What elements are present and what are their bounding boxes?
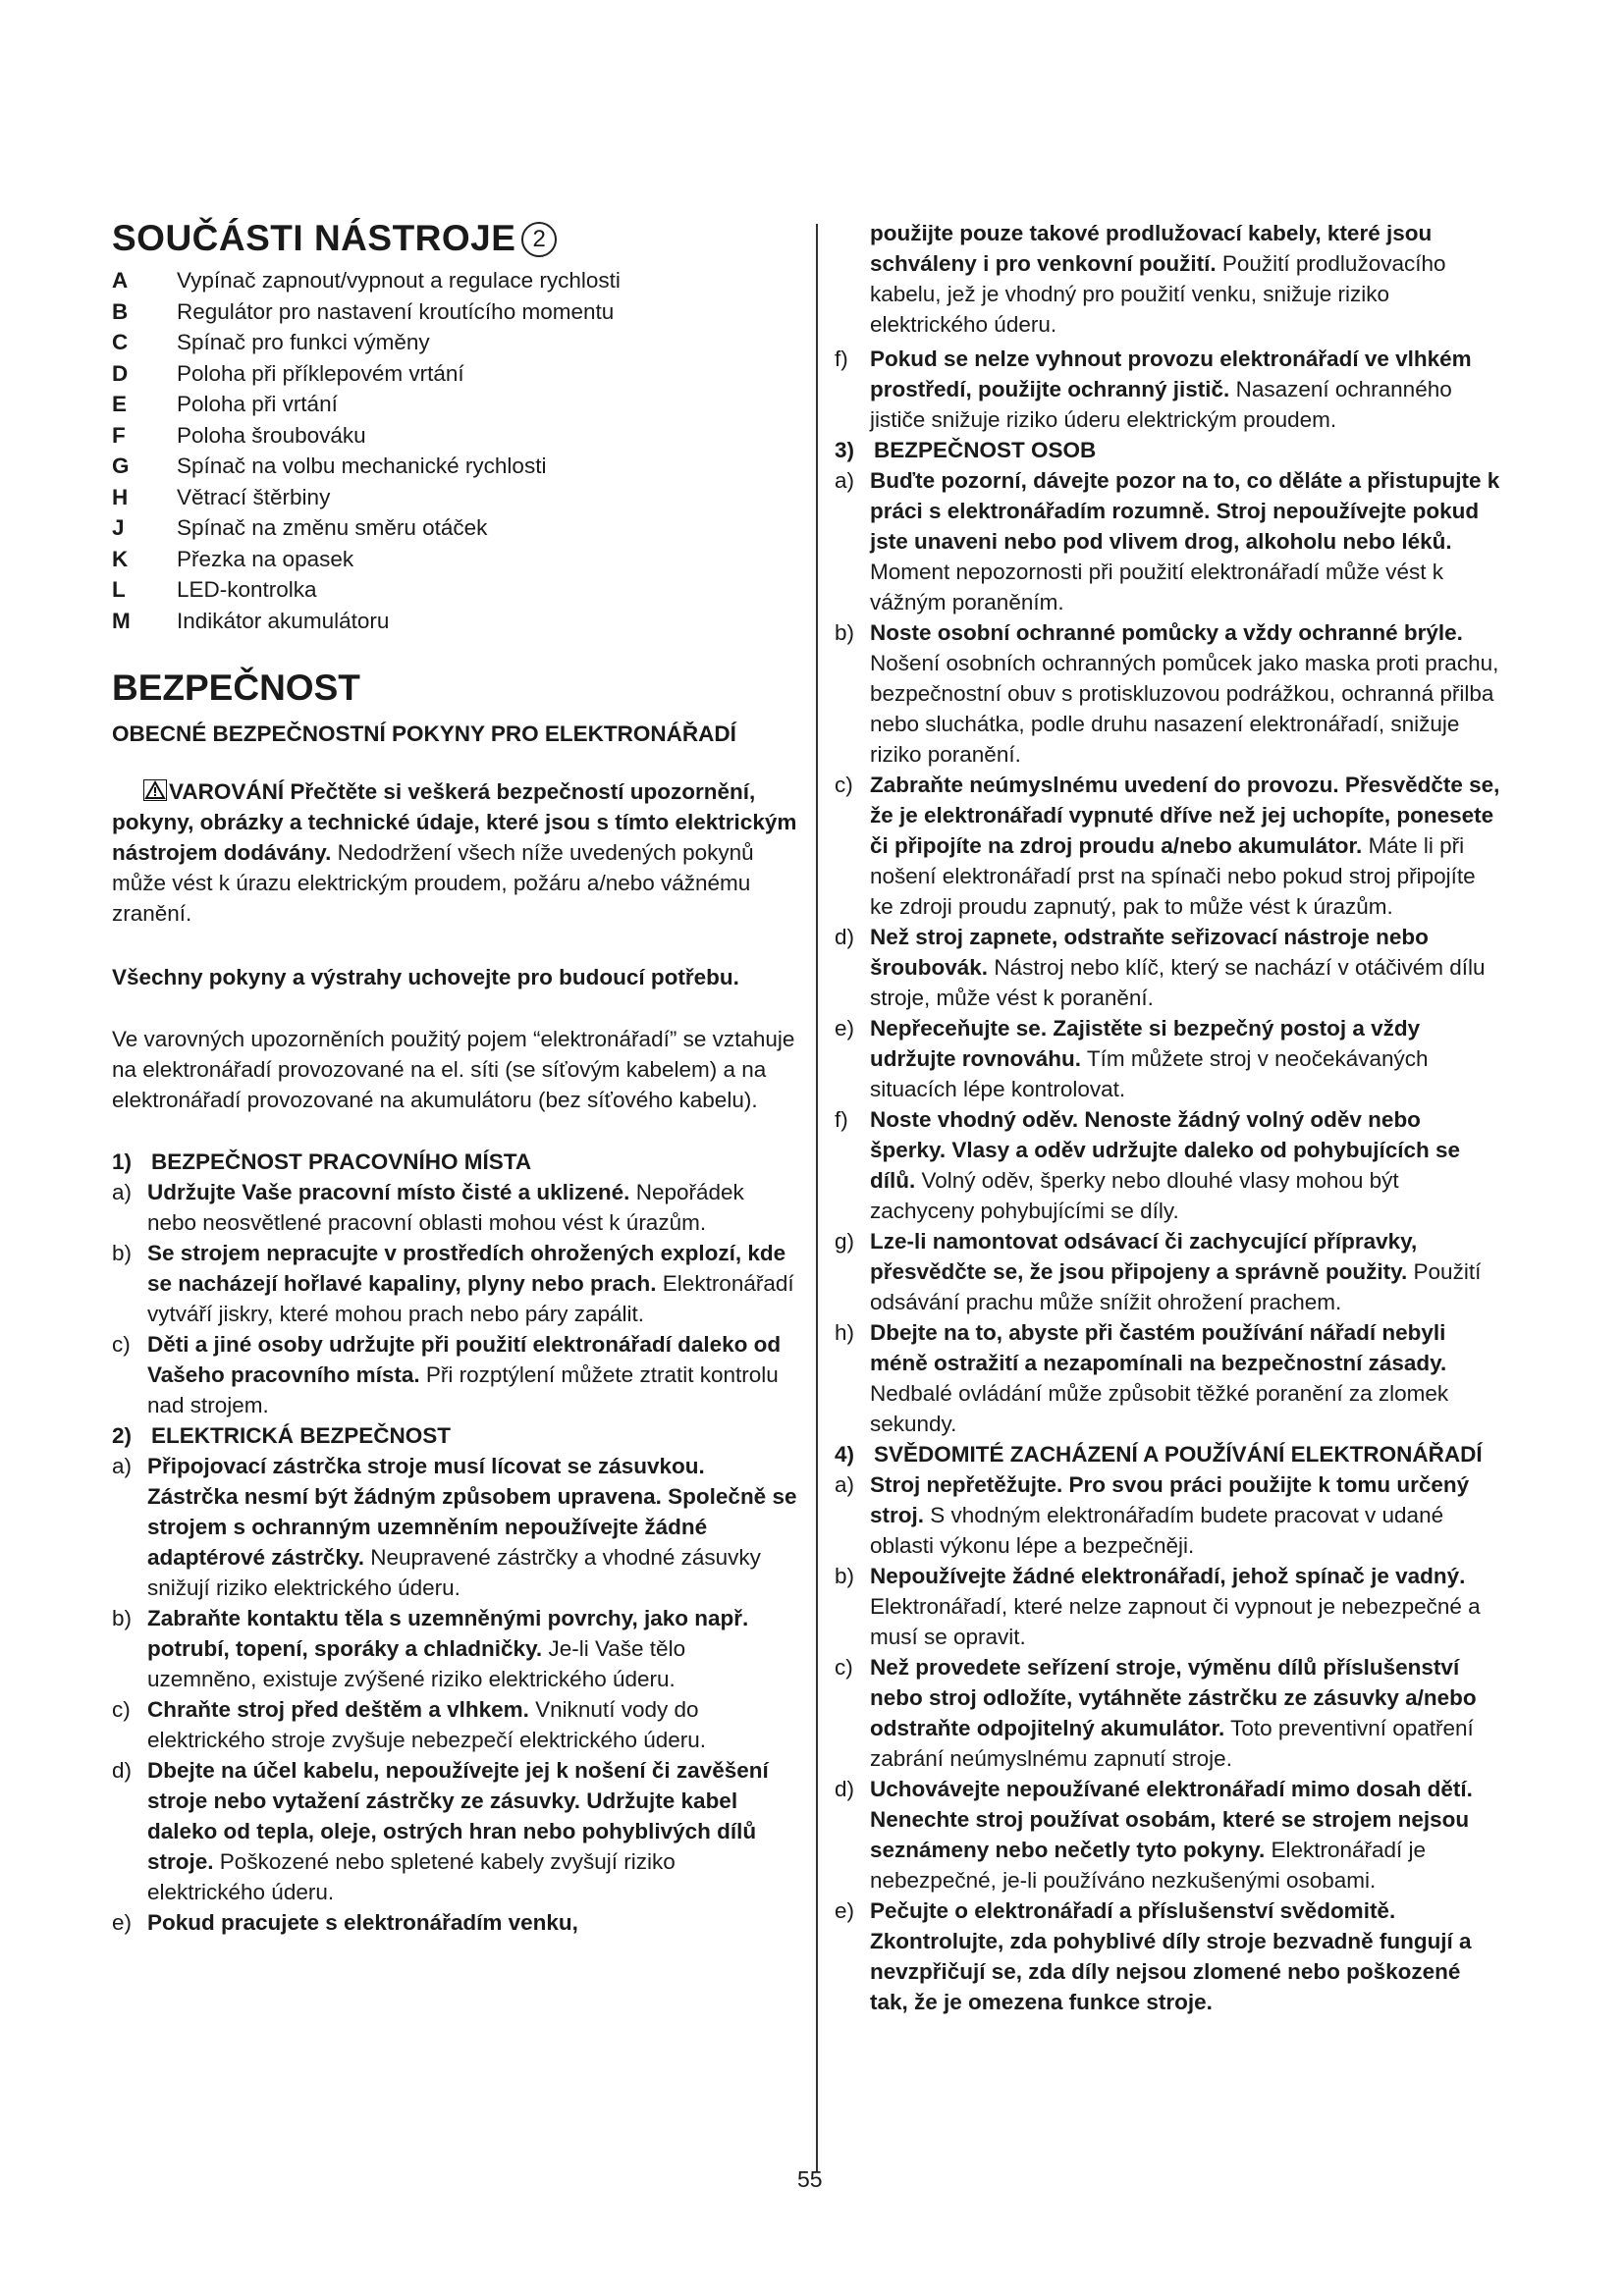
- item-letter: b): [112, 1241, 133, 1265]
- item-text: [147, 1755, 799, 1907]
- section-heading: [112, 1147, 799, 1177]
- item-letter: d): [112, 1758, 133, 1783]
- item-text: [870, 1652, 1502, 1774]
- section-heading: [835, 1439, 1502, 1469]
- list-item: [112, 1329, 799, 1420]
- section-title: ELEKTRICKÁ BEZPEČNOST: [151, 1423, 452, 1448]
- item-normal: Toto preventivní opatření zabrání neúmyslnému zapnutí stroje.: [870, 1716, 1474, 1771]
- list-item: [112, 1755, 799, 1907]
- section-number: 4): [835, 1442, 855, 1467]
- item-bold: Pokud pracujete s elektronářadím venku,: [147, 1910, 578, 1935]
- item-normal: Nepořádek nebo neosvětlené pracovní oblasti mohou vést k úrazům.: [147, 1180, 744, 1235]
- item-normal: Máte li při nošení elektronářadí prst na spínači nebo pokud stroj připojíte ke zdroji proudu zapnutý, pak to může vést k úrazům.: [870, 833, 1476, 919]
- section-title: SVĚDOMITÉ ZACHÁZENÍ A POUŽÍVÁNÍ ELEKTRONÁŘADÍ: [874, 1442, 1483, 1467]
- parts-heading: [112, 216, 799, 261]
- item-text: [870, 1561, 1502, 1652]
- safety-heading: BEZPEČNOST: [112, 667, 360, 708]
- item-bold: Nepoužívejte žádné elektronářadí, jehož spínač je vadný.: [870, 1564, 1466, 1588]
- item-normal: Volný oděv, šperky nebo dlouhé vlasy mohou být zachyceny pohybujícími se díly.: [870, 1168, 1399, 1223]
- section-number: 1): [112, 1149, 133, 1174]
- part-letter: B: [112, 298, 129, 324]
- item-bold: Se strojem nepracujte v prostředích ohrožených explozí, kde se nacházejí hořlavé kapaliny, plyny nebo prach.: [147, 1241, 786, 1296]
- parts-row: [112, 574, 799, 606]
- item-bold: Pečujte o elektronářadí a příslušenství svědomitě. Zkontrolujte, zda pohyblivé díly stroje bezvadně fungují a nevzpřičují se, zda díly nejsou zlomené nebo poškozené tak, že je omezena funkce stroje.: [870, 1898, 1472, 2014]
- parts-row: [112, 482, 799, 513]
- item-text: [870, 1104, 1502, 1226]
- list-item: [835, 922, 1502, 1013]
- item-normal: Při rozptýlení můžete ztratit kontrolu nad strojem.: [147, 1362, 779, 1417]
- item-text: [870, 465, 1502, 617]
- item-normal: Neupravené zástrčky a vhodné zásuvky snižují riziko elektrického úderu.: [147, 1545, 761, 1600]
- column-divider: [816, 224, 818, 2172]
- item-bold: Lze-li namontovat odsávací či zachycující přípravky, přesvědčte se, že jsou připojeny a správně použity.: [870, 1229, 1418, 1284]
- item-text: [870, 1226, 1502, 1317]
- item-text: [147, 1603, 799, 1694]
- list-item: [835, 344, 1502, 435]
- item-bold: Noste osobní ochranné pomůcky a vždy ochranné brýle.: [870, 620, 1463, 645]
- item-text: [147, 1238, 799, 1329]
- warning-block: [112, 776, 799, 929]
- part-text: Přezka na opasek: [177, 546, 354, 571]
- item-normal: Je-li Vaše tělo uzemněno, existuje zvýšené riziko elektrického úderu.: [147, 1636, 686, 1691]
- item-text: [147, 1451, 799, 1603]
- item-letter: e): [112, 1910, 133, 1935]
- item-normal: S vhodným elektronářadím budete pracovat v udané oblasti výkonu lépe a bezpečněji.: [870, 1503, 1444, 1558]
- part-text: Poloha při vrtání: [177, 392, 338, 416]
- warning-bold: VAROVÁNÍ Přečtěte si veškerá bezpečností upozornění, pokyny, obrázky a technické údaje, které jsou s tímto elektrickým nástrojem dodávány.: [112, 779, 797, 865]
- item-letter: g): [835, 1229, 855, 1254]
- item-text: [870, 1317, 1502, 1439]
- s2e-normal: Použití prodlužovacího kabelu, jež je vhodný pro použití venku, snižuje riziko elektrického úderu.: [870, 251, 1446, 337]
- parts-row: [112, 327, 799, 358]
- section-tool-use: [835, 1439, 1502, 2017]
- part-text: Spínač pro funkci výměny: [177, 330, 430, 354]
- item-normal: Elektronářadí, které nelze zapnout či vypnout je nebezpečné a musí se opravit.: [870, 1594, 1481, 1649]
- part-text: Vypínač zapnout/vypnout a regulace rychlosti: [177, 268, 621, 293]
- item-bold: Děti a jiné osoby udržujte při použití elektronářadí daleko od Vašeho pracovního místa.: [147, 1332, 782, 1387]
- part-letter: E: [112, 392, 128, 416]
- parts-row: [112, 265, 799, 296]
- list-item: [835, 1013, 1502, 1104]
- parts-row: [112, 512, 799, 544]
- item-letter: b): [835, 1564, 855, 1588]
- item-normal: Nošení osobních ochranných pomůcek jako maska proti prachu, bezpečnostní obuv s protiskluzovou podrážkou, ochranná přilba nebo sluchátka, podle druhu nasazení elektronářadí, snižuje riziko poranění.: [870, 651, 1499, 767]
- part-text: Spínač na volbu mechanické rychlosti: [177, 454, 547, 478]
- item-bold: Pokud se nelze vyhnout provozu elektronářadí ve vlhkém prostředí, použijte ochranný jistič.: [870, 347, 1472, 401]
- item-bold: Dbejte na účel kabelu, nepoužívejte jej k nošení či zavěšení stroje nebo vytažení zástrčky ze zásuvky. Udržujte kabel daleko od tepla, oleje, ostrých hran nebo pohyblivých dílů stroje.: [147, 1758, 769, 1874]
- item-letter: h): [835, 1320, 855, 1345]
- parts-row: [112, 451, 799, 482]
- list-item: [835, 1896, 1502, 2017]
- item-normal: Poškozené nebo spletené kabely zvyšují riziko elektrického úderu.: [147, 1849, 676, 1904]
- item-text: [147, 1329, 799, 1420]
- list-item: [112, 1694, 799, 1755]
- item-text: [870, 922, 1502, 1013]
- item-letter: c): [835, 773, 853, 797]
- item-normal: Elektronářadí je nebezpečné, je-li používáno nezkušenými osobami.: [870, 1838, 1427, 1893]
- parts-row: [112, 296, 799, 328]
- part-letter: G: [112, 454, 130, 478]
- figure-ref: 2: [521, 222, 557, 257]
- item-normal: Tím můžete stroj v neočekávaných situacích lépe kontrolovat.: [870, 1046, 1429, 1101]
- section-heading: [112, 1420, 799, 1451]
- part-text: Regulátor pro nastavení kroutícího momentu: [177, 298, 615, 324]
- item-letter: a): [835, 1472, 855, 1497]
- item-letter: f): [835, 1107, 848, 1132]
- page-number: 55: [797, 2166, 823, 2192]
- part-letter: F: [112, 422, 126, 448]
- item-bold: Buďte pozorní, dávejte pozor na to, co děláte a přistupujte k práci s elektronářadím rozumně. Stroj nepoužívejte pokud jste unaveni nebo pod vlivem drog, alkoholu nebo léků.: [870, 468, 1500, 554]
- section-work-area: [112, 1147, 799, 1420]
- warning-triangle-icon: [143, 779, 169, 804]
- item-bold: Nepřeceňujte se. Zajistěte si bezpečný postoj a vždy udržujte rovnováhu.: [870, 1016, 1421, 1071]
- list-item: [112, 1177, 799, 1238]
- item-letter: c): [835, 1655, 853, 1680]
- part-letter: M: [112, 608, 131, 633]
- parts-row: [112, 389, 799, 420]
- list-item: [835, 1226, 1502, 1317]
- parts-row: [112, 420, 799, 452]
- item-bold: Dbejte na to, abyste při častém používání nářadí nebyli méně ostražití a nezapomínali na bezpečnostní zásady.: [870, 1320, 1447, 1375]
- item-letter: d): [835, 925, 855, 949]
- item-letter: a): [112, 1180, 133, 1204]
- part-text: Indikátor akumulátoru: [177, 608, 390, 633]
- item-bold: Než provedete seřízení stroje, výměnu dílů příslušenství nebo stroj odložíte, vytáhněte zástrčku ze zásuvky a/nebo odstraňte odpojitelný akumulátor.: [870, 1655, 1477, 1740]
- item-letter: b): [112, 1606, 133, 1630]
- list-item: [835, 617, 1502, 770]
- item-normal: Nedbalé ovládání může způsobit těžké poranění za zlomek sekundy.: [870, 1381, 1449, 1436]
- parts-row: [112, 358, 799, 390]
- parts-row: [112, 606, 799, 637]
- item-letter: d): [835, 1777, 855, 1801]
- part-text: LED-kontrolka: [177, 577, 317, 602]
- section-electrical: [112, 1420, 799, 1938]
- item-normal: Použití odsávání prachu může snížit ohrožení prachem.: [870, 1259, 1482, 1314]
- part-letter: L: [112, 577, 126, 602]
- section-number: 3): [835, 438, 855, 462]
- part-letter: K: [112, 546, 129, 571]
- part-letter: J: [112, 515, 125, 540]
- section-heading: [835, 435, 1502, 465]
- item-bold: Uchovávejte nepoužívané elektronářadí mimo dosah dětí. Nenechte stroj používat osobám, které se strojem nejsou seznámeny nebo nečetly tyto pokyny.: [870, 1777, 1473, 1862]
- general-safety-heading: OBECNÉ BEZPEČNOSTNÍ POKYNY PRO ELEKTRONÁŘADÍ: [112, 721, 736, 746]
- item-letter: c): [112, 1697, 131, 1722]
- parts-list: [112, 265, 799, 636]
- list-item: [112, 1907, 799, 1938]
- item-normal: Elektronářadí vytváří jiskry, které mohou prach nebo páry zapálit.: [147, 1271, 794, 1326]
- item-text: [870, 1469, 1502, 1561]
- item-letter: e): [835, 1016, 855, 1041]
- list-item: [835, 1774, 1502, 1896]
- item-bold: Noste vhodný oděv. Nenoste žádný volný oděv nebo šperky. Vlasy a oděv udržujte daleko od pohybujících se dílů.: [870, 1107, 1461, 1193]
- part-letter: H: [112, 484, 129, 509]
- list-item: [835, 770, 1502, 922]
- part-text: Poloha šroubováku: [177, 422, 366, 448]
- part-letter: A: [112, 268, 129, 293]
- item-letter: a): [835, 468, 855, 493]
- item-normal: Moment nepozornosti při použití elektronářadí může vést k vážným poraněním.: [870, 560, 1444, 614]
- right-column: [835, 218, 1502, 2017]
- item-letter: a): [112, 1454, 133, 1478]
- item-text: [870, 1896, 1502, 2017]
- list-item: [835, 465, 1502, 617]
- s2e-bold: použijte pouze takové prodlužovací kabely, které jsou schváleny i pro venkovní použití.: [870, 221, 1433, 276]
- part-text: Poloha při příklepovém vrtání: [177, 360, 464, 386]
- item-bold: Zabraňte kontaktu těla s uzemněnými povrchy, jako např. potrubí, topení, sporáky a chladničky.: [147, 1606, 749, 1661]
- section-title: BEZPEČNOST PRACOVNÍHO MÍSTA: [151, 1149, 532, 1174]
- item-bold: Stroj nepřetěžujte. Pro svou práci použijte k tomu určený stroj.: [870, 1472, 1470, 1527]
- part-letter: C: [112, 330, 129, 354]
- left-column: [112, 216, 799, 1938]
- section-personal: [835, 435, 1502, 1439]
- item-text: [147, 1907, 799, 1938]
- list-item: [112, 1451, 799, 1603]
- item-text: [870, 1774, 1502, 1896]
- item-bold: Chraňte stroj před deštěm a vlhkem.: [147, 1697, 529, 1722]
- item-normal: Nástroj nebo klíč, který se nachází v otáčivém dílu stroje, může vést k poranění.: [870, 955, 1486, 1010]
- list-item: [112, 1603, 799, 1694]
- item-letter: b): [835, 620, 855, 645]
- part-text: Spínač na změnu směru otáček: [177, 515, 488, 540]
- list-item: [112, 1238, 799, 1329]
- term-definition: Ve varovných upozorněních použitý pojem “elektronářadí” se vztahuje na elektronářadí provozované na el. síti (se síťovým kabelem) a na elektronářadí provozované na akumulátoru (bez síťového kabelu).: [112, 1027, 795, 1112]
- item-letter: f): [835, 347, 848, 371]
- item-text: [870, 617, 1502, 770]
- item-text: [870, 1013, 1502, 1104]
- item-bold: Udržujte Vaše pracovní místo čisté a uklizené.: [147, 1180, 630, 1204]
- item-letter: c): [112, 1332, 131, 1357]
- list-item: [835, 1561, 1502, 1652]
- list-item: [835, 1469, 1502, 1561]
- warning-text: Nedodržení všech níže uvedených pokynů může vést k úrazu elektrickým proudem, požáru a/nebo vážnému zranění.: [112, 840, 754, 926]
- s2e-continuation: [835, 218, 1502, 340]
- part-text: Větrací štěrbiny: [177, 484, 331, 509]
- item-normal: Vniknutí vody do elektrického stroje zvyšuje nebezpečí elektrického úderu.: [147, 1697, 707, 1752]
- section-title: BEZPEČNOST OSOB: [874, 438, 1097, 462]
- list-item: [835, 1104, 1502, 1226]
- parts-title: SOUČÁSTI NÁSTROJE: [112, 218, 516, 258]
- item-bold: Než stroj zapnete, odstraňte seřizovací nástroje nebo šroubovák.: [870, 925, 1429, 980]
- item-text: [870, 770, 1502, 922]
- item-text: [147, 1694, 799, 1755]
- item-text: [147, 1177, 799, 1238]
- list-item: [835, 1317, 1502, 1439]
- item-bold: Zabraňte neúmyslnému uvedení do provozu. Přesvědčte se, že je elektronářadí vypnuté dříve než jej uchopíte, ponesete či připojíte na zdroj proudu a/nebo akumulátor.: [870, 773, 1500, 858]
- section-number: 2): [112, 1423, 133, 1448]
- item-bold: Připojovací zástrčka stroje musí lícovat se zásuvkou. Zástrčka nesmí být žádným způsobem upravena. Společně se strojem s ochranným uzemněním nepoužívejte žádné adaptérové zástrčky.: [147, 1454, 797, 1570]
- item-letter: e): [835, 1898, 855, 1923]
- item-normal: Nasazení ochranného jističe snižuje riziko úderu elektrickým proudem.: [870, 377, 1452, 432]
- parts-row: [112, 544, 799, 575]
- part-letter: D: [112, 360, 129, 386]
- list-item: [835, 1652, 1502, 1774]
- keep-instructions: Všechny pokyny a výstrahy uchovejte pro budoucí potřebu.: [112, 965, 739, 989]
